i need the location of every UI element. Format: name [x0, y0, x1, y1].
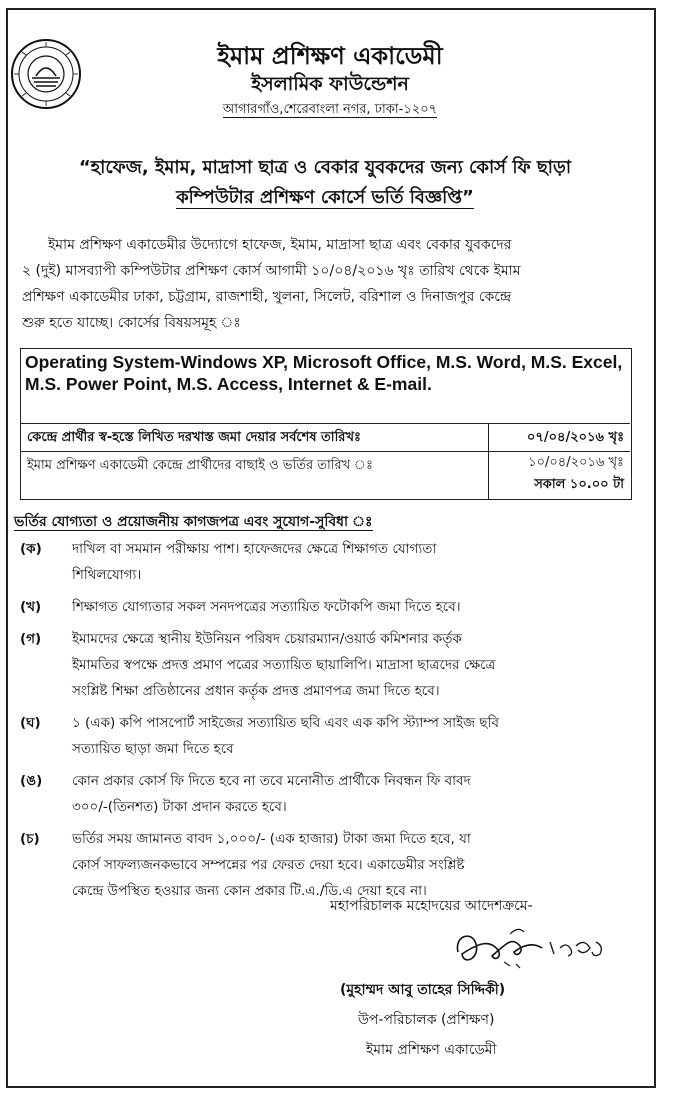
- requirements-list: [20, 536, 634, 910]
- deadline-label: কেন্দ্রে প্রার্থীর স্ব-হস্তে লিখিত দরখাস্ত জমা দেয়ার সর্বশেষ তারিখঃ: [27, 430, 361, 445]
- item-marker: (খ): [20, 599, 42, 615]
- item-marker: (ঙ): [20, 773, 43, 789]
- item-marker: (গ): [20, 631, 42, 647]
- intro-line: শুরু হতে যাচ্ছে। কোর্সের বিষয়সমূহ ঃ: [22, 315, 241, 331]
- item-line: সত্যায়িত ছাড়া জমা দিতে হবে: [72, 741, 234, 757]
- item-line: সংশ্লিষ্ট শিক্ষা প্রতিষ্ঠানের প্রধান কর্তৃক প্রদত্ত প্রমাণপত্র জমা দিতে হবে।: [72, 683, 440, 699]
- item-line: দাখিল বা সমমান পরীক্ষায় পাশ। হাফেজদের ক্ষেত্রে শিক্ষাগত যোগ্যতা: [72, 541, 437, 557]
- signatory-org: ইমাম প্রশিক্ষণ একাডেমী: [366, 1042, 497, 1058]
- list-item: [20, 536, 634, 588]
- by-order-text: মহাপরিচালক মহোদয়ের আদেশক্রমে-: [330, 898, 533, 914]
- list-item: [20, 626, 634, 704]
- item-line: শিক্ষাগত যোগ্যতার সকল সনদপত্রের সত্যায়িত ফটোকপি জমা দিতে হবে।: [72, 599, 461, 615]
- deadline-row: [21, 423, 630, 452]
- handwritten-signature: [450, 922, 620, 976]
- selection-date: ১০/০৪/২০১৬ খৃঃ: [528, 455, 624, 470]
- item-line: শিথিলযোগ্য।: [72, 567, 142, 583]
- academy-seal-logo: [10, 38, 82, 110]
- intro-line: প্রশিক্ষণ একাডেমীর ঢাকা, চট্টগ্রাম, রাজশাহী, খুলনা, সিলেট, বরিশাল ও দিনাজপুর কেন্দ্রে: [22, 289, 512, 305]
- selection-time: সকাল ১০.০০ টা: [534, 477, 624, 492]
- item-line: ইমামতির স্বপক্ষে প্রদত্ত প্রমাণ পত্রের সত্যায়িত ছায়ালিপি। মাদ্রাসা ছাত্রদের ক্ষেত্রে: [72, 657, 496, 673]
- item-line: কোর্স সাফল্যজনকভাবে সম্পন্নের পর ফেরত দেয়া হবে। একাডেমীর সংশ্লিষ্ট: [72, 857, 465, 873]
- selection-row: [21, 451, 630, 500]
- course-subjects: Operating System-Windows XP, Microsoft Office, M.S. Word, M.S. Excel, M.S. Power Point, M.S. Access, Internet & E-mail.: [25, 352, 623, 394]
- signatory-name: (মুহাম্মদ আবু তাহের সিদ্দিকী): [340, 982, 506, 998]
- list-item: [20, 768, 634, 820]
- address: আগারগাঁও,শেরেবাংলা নগর, ঢাকা-১২০৭: [222, 102, 438, 117]
- item-line: ১ (এক) কপি পাসপোর্ট সাইজের সত্যায়িত ছবি এবং এক কপি স্ট্যাম্প সাইজ ছবি: [72, 715, 499, 731]
- signatory-title: উপ-পরিচালক (প্রশিক্ষণ): [358, 1012, 495, 1028]
- item-line: কেন্দ্রে উপস্থিত হওয়ার জন্য কোন প্রকার টি.এ./ডি.এ দেয়া হবে না।: [72, 883, 427, 899]
- item-line: ৩০০/-(তিনশত) টাকা প্রদান করতে হবে।: [72, 799, 287, 815]
- deadline-value: ০৭/০৪/২০১৬ খৃঃ: [488, 424, 630, 452]
- notice-title-line1: “হাফেজ, ইমাম, মাদ্রাসা ছাত্র ও বেকার যুবকদের জন্য কোর্স ফি ছাড়া: [78, 157, 572, 178]
- item-line: ইমামদের ক্ষেত্রে স্থানীয় ইউনিয়ন পরিষদ চেয়ারম্যান/ওয়ার্ড কমিশনার কর্তৃক: [72, 631, 462, 647]
- selection-label: ইমাম প্রশিক্ষণ একাডেমী কেন্দ্রে প্রার্থীদের বাছাই ও ভর্তির তারিখ ঃ: [27, 458, 373, 473]
- course-info-box: [20, 348, 632, 500]
- intro-paragraph: [22, 232, 634, 336]
- org-name: ইমাম প্রশিক্ষণ একাডেমী: [217, 42, 443, 70]
- item-marker: (চ): [20, 831, 40, 847]
- item-line: কোন প্রকার কোর্স ফি দিতে হবে না তবে মনোনীত প্রার্থীকে নিবন্ধন ফি বাবদ: [72, 773, 471, 789]
- requirements-heading: ভর্তির যোগ্যতা ও প্রয়োজনীয় কাগজপত্র এবং সুযোগ-সুবিধা ঃ: [14, 514, 373, 530]
- list-item: [20, 826, 634, 904]
- parent-org: ইসলামিক ফাউন্ডেশন: [251, 73, 409, 95]
- item-marker: (ঘ): [20, 715, 41, 731]
- selection-value: [488, 452, 630, 500]
- intro-line: ২ (দুই) মাসব্যাপী কম্পিউটার প্রশিক্ষণ কোর্স আগামী ১০/০৪/২০১৬ খৃঃ তারিখ থেকে ইমাম: [22, 263, 521, 279]
- intro-line: ইমাম প্রশিক্ষণ একাডেমীর উদ্যোগে হাফেজ, ইমাম, মাদ্রাসা ছাত্র এবং বেকার যুবকদের: [48, 237, 512, 253]
- list-item: [20, 710, 634, 762]
- item-marker: (ক): [20, 541, 42, 557]
- item-line: ভর্তির সময় জামানত বাবদ ১,০০০/- (এক হাজার) টাকা জমা দিতে হবে, যা: [72, 831, 471, 847]
- list-item: [20, 594, 634, 620]
- notice-title-line2: কম্পিউটার প্রশিক্ষণ কোর্সে ভর্তি বিজ্ঞপ্তি”: [176, 187, 474, 208]
